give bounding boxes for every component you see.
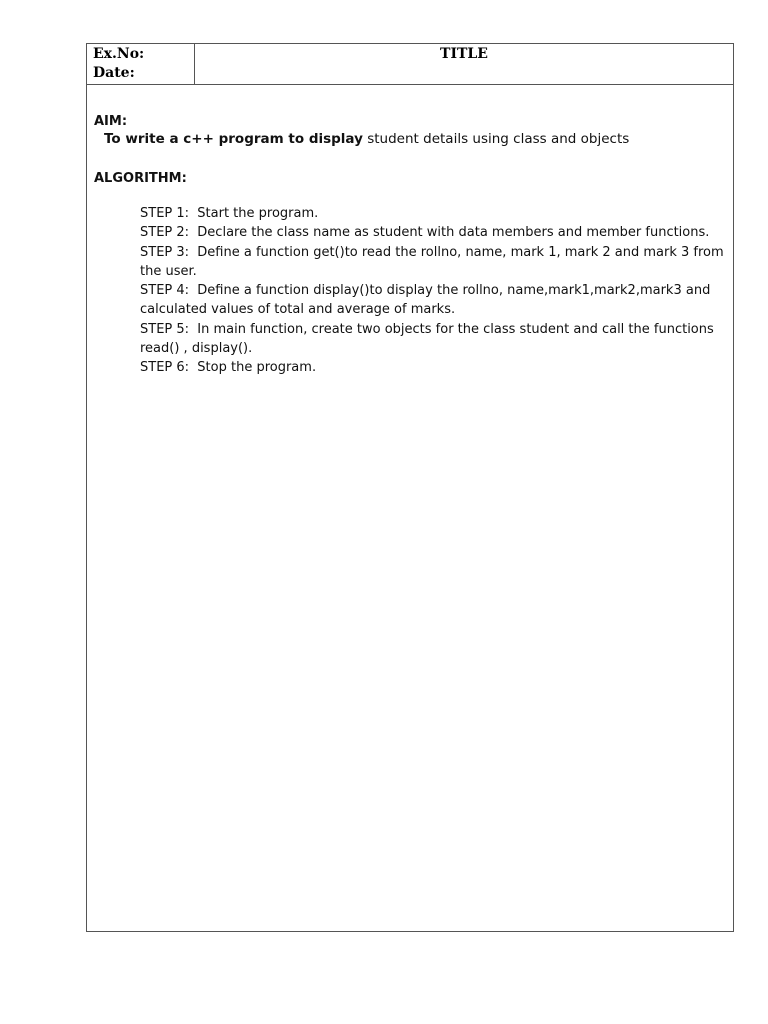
step-text: In main function, create two objects for the class student and call the functions read() , display(). [140, 321, 714, 357]
step-5 [140, 320, 725, 359]
header-title: TITLE [440, 46, 488, 62]
content-area [94, 114, 727, 378]
aim-text-normal: student details using class and objects [362, 131, 630, 147]
exno-label: Ex.No: [93, 46, 145, 62]
step-text: Stop the program. [197, 360, 317, 376]
step-3 [140, 243, 725, 282]
step-text: Define a function display()to display the rollno, name,mark1,mark2,mark3 and calculated values of total and average of marks. [140, 283, 711, 318]
record-frame [86, 43, 734, 932]
step-1 [140, 204, 725, 223]
header-row [87, 44, 733, 85]
step-4 [140, 281, 725, 320]
aim-label: AIM: [94, 114, 128, 129]
step-number: STEP 4: [140, 283, 198, 299]
step-text: Define a function get()to read the rollno, name, mark 1, mark 2 and mark 3 from the user. [140, 244, 724, 279]
date-label: Date: [93, 65, 135, 81]
aim-text-bold: To write a c++ program to display [104, 131, 363, 147]
step-6 [140, 358, 725, 377]
step-number: STEP 2: [140, 225, 198, 241]
step-2 [140, 223, 725, 242]
header-meta-cell [87, 44, 195, 84]
step-number: STEP 6: [140, 360, 198, 376]
step-text: Start the program. [197, 206, 319, 221]
step-number: STEP 1: [140, 206, 198, 221]
algorithm-steps [140, 204, 725, 378]
algorithm-label: ALGORITHM: [94, 171, 187, 186]
step-number: STEP 3: [140, 244, 198, 260]
aim-text [104, 130, 727, 148]
step-number: STEP 5: [140, 321, 198, 337]
step-text: Declare the class name as student with data members and member functions. [197, 225, 710, 241]
